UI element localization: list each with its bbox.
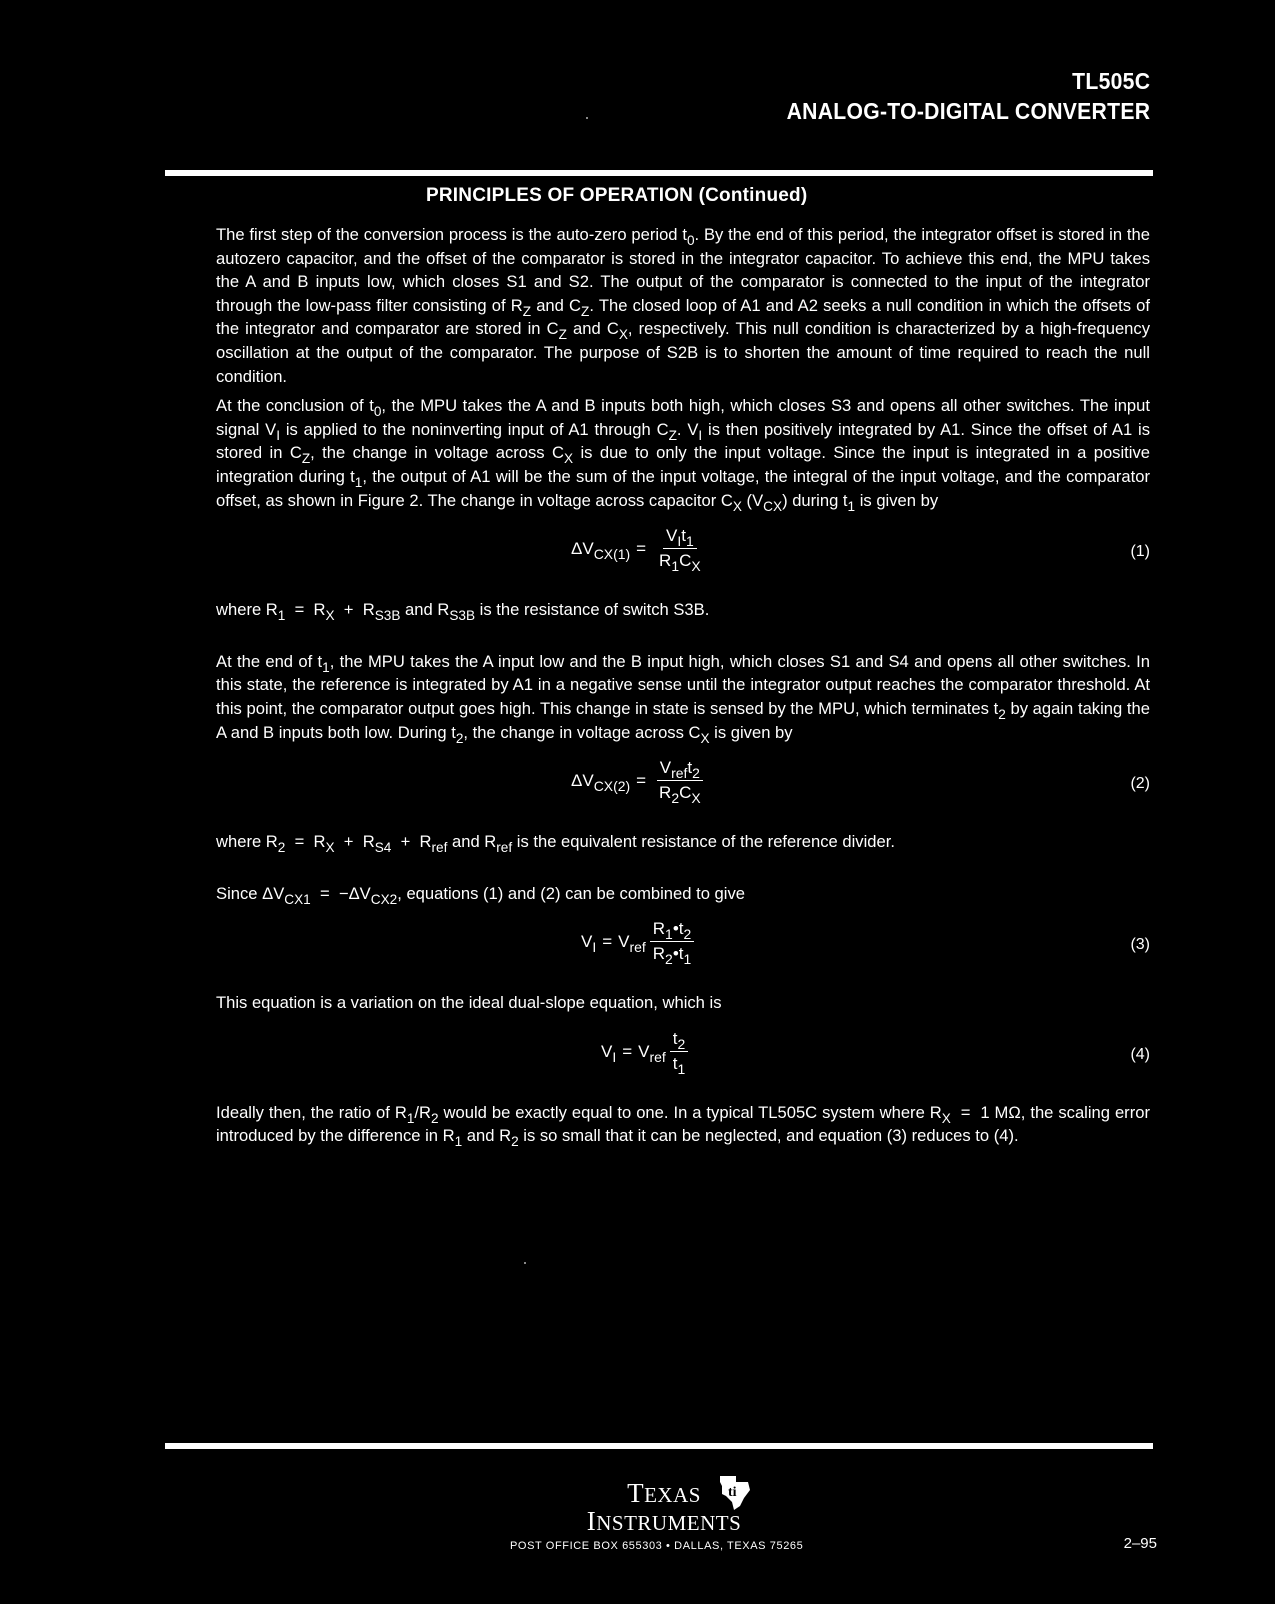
eq3-fraction: $\frac{R_1•t_2}{R_2•t_1}$ — [650, 917, 695, 966]
eq2-lhs: $\Delta V_{CX(2)}$ — [571, 770, 631, 794]
paragraph-combine: Since $\Delta V_{CX1} = -\Delta V_{CX2}$, equations (1) and (2) can be combined to give — [216, 883, 745, 907]
page-number: 2–95 — [1123, 1535, 1157, 1552]
eq3-coefficient: $V_{ref}$ — [618, 931, 646, 955]
eq3-number: (3) — [1130, 936, 1150, 954]
svg-text:ti: ti — [728, 1485, 737, 1500]
section-title: PRINCIPLES OF OPERATION (Continued) — [426, 185, 808, 206]
eq4-number: (4) — [1130, 1045, 1150, 1063]
paragraph-where-r2: where $R_2 = R_X + R_{S4} + R_{ref}$ and $R_{ref}$ is the equivalent resistance of the reference divider. — [216, 832, 895, 855]
logo-line-texas: TEXAS — [627, 1478, 701, 1508]
scan-speck — [524, 1262, 526, 1264]
logo-line-instruments: INSTRUMENTS — [586, 1506, 742, 1536]
eq2-fraction: $\frac{V_{ref}t_2}{R_2C_X}$ — [656, 756, 704, 805]
eq4-lhs: $V_I$ — [601, 1041, 617, 1065]
eq1-fraction: $\frac{V_It_1}{R_1C_X}$ — [659, 526, 701, 574]
bottom-rule — [165, 1443, 1153, 1449]
equation-1: $\Delta V_{CX(1)}$ = $\frac{V_It_1}{R_1C_X}$ (1) — [571, 526, 1150, 574]
eq2-number: (2) — [1130, 775, 1150, 793]
device-title: ANALOG-TO-DIGITAL CONVERTER — [786, 98, 1150, 124]
paragraph-integration: At the conclusion of $t_0$, the MPU takes the A and B inputs both high, which closes S3 and opens all other switches. The input signal $V_I$ is applied to the noninverting input of A1 through $C_Z$. $V_I$ is then positively integrated by A1. Since the offset of A1 is stored in $C_Z$, the change in voltage across $C_X$ is due to only the input voltage. Since the input is integrated in a positive integration during $t_1$, the output of A1 will be the sum of the input voltage, the integral of the input voltage, and the comparator offset, as shown in Figure 2. The change in voltage across capacitor $C_X$ $(V_{CX})$ during $t_1$ is given by — [216, 396, 1151, 514]
equation-4: $V_I$ = $V_{ref}$ $\frac{t_2}{t_1}$ (4) — [601, 1028, 1150, 1077]
eq3-lhs: $V_I$ — [581, 931, 597, 955]
document-body — [216, 223, 1150, 1154]
paragraph-auto-zero: The first step of the conversion process is the auto-zero period $t_0$. By the end of this period, the integrator offset is stored in the autozero capacitor, and the offset of the comparator is stored in the integrator capacitor. To achieve this end, the MPU takes the A and B inputs low, which closes S1 and S2. The output of the comparator is connected to the input of the integrator through the low-pass filter consisting of $R_Z$ and $C_Z$. The closed loop of A1 and A2 seeks a null condition in which the offsets of the integrator and comparator are stored in $C_Z$ and $C_X$, respectively. This null condition is characterized by a high-frequency oscillation at the output of the comparator. The purpose of S2B is to shorten the amount of time required to reach the null condition. — [216, 225, 1151, 386]
top-rule — [165, 170, 1153, 176]
eq4-fraction: $\frac{t_2}{t_1}$ — [670, 1027, 689, 1076]
eq1-number: (1) — [1130, 543, 1150, 561]
equation-3: $V_I$ = $V_{ref}$ $\frac{R_1•t_2}{R_2•t_1}$ (3) — [581, 919, 1150, 968]
texas-instruments-logo — [564, 1480, 764, 1542]
page-header — [755, 66, 1150, 126]
eq4-coefficient: $V_{ref}$ — [638, 1041, 666, 1065]
footer-address: POST OFFICE BOX 655303 • DALLAS, TEXAS 75265 — [510, 1540, 804, 1552]
scan-speck — [586, 117, 588, 119]
paragraph-reference: At the end of $t_1$, the MPU takes the A input low and the B input high, which closes S1 and S4 and opens all other switches. In this state, the reference is integrated by A1 in a negative sense until the integrator output reaches the comparator threshold. At this point, the comparator output goes high. This change in state is sensed by the MPU, which terminates $t_2$ by again taking the A and B inputs both low. During $t_2$, the change in voltage across $C_X$ is given by — [216, 651, 1151, 746]
equation-2: $\Delta V_{CX(2)}$ = $\frac{V_{ref}t_2}{R_2C_X}$ (2) — [571, 758, 1150, 806]
paragraph-conclusion: Ideally then, the ratio of $R_1/R_2$ would be exactly equal to one. In a typical TL505C system where $R_X = 1$ MΩ, the scaling error introduced by the difference in $R_1$ and $R_2$ is so small that it can be neglected, and equation (3) reduces to (4). — [216, 1102, 1150, 1150]
paragraph-dual-slope: This equation is a variation on the ideal dual-slope equation, which is — [216, 993, 722, 1013]
part-number: TL505C — [1071, 68, 1150, 94]
ti-state-icon — [714, 1472, 754, 1512]
eq1-lhs: $\Delta V_{CX(1)}$ — [571, 538, 631, 562]
paragraph-where-r1: where $R_1 = R_X + R_{S3B}$ and $R_{S3B}$ is the resistance of switch S3B. — [216, 600, 710, 623]
